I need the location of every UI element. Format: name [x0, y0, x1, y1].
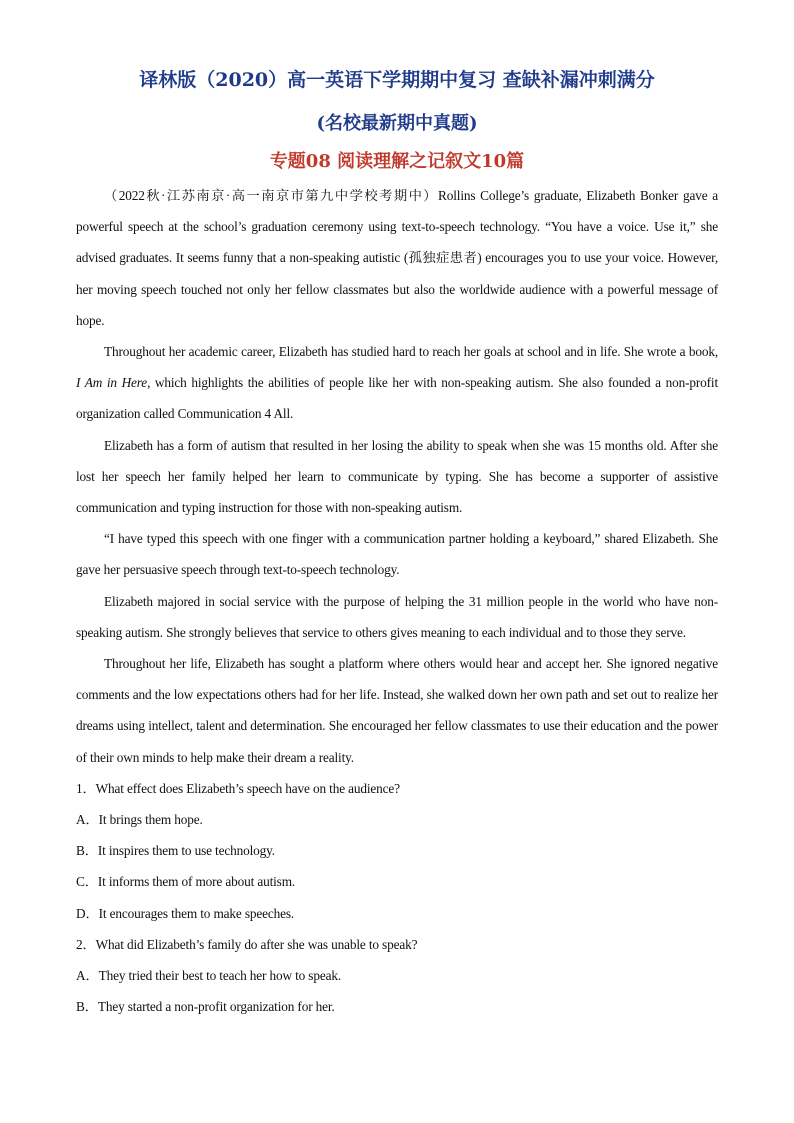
book-title: I Am in Here [76, 375, 148, 391]
question-2-stem: 2．What did Elizabeth’s family do after she was unable to speak? [76, 936, 418, 952]
document-subtitle: (名校最新期中真题) [316, 113, 478, 134]
passage-paragraph-4: “I have typed this speech with one finger with a communication partner holding a keyboard,” shared Elizabeth. She gave her persuasive speech through text-to-speech technology. [76, 531, 718, 578]
passage-paragraph-5: Elizabeth majored in social service with the purpose of helping the 31 million people in the world who have non-speaking autism. She strongly believes that service to others gives meaning to each individual and to those they serve. [76, 593, 718, 640]
question-1-stem: 1．What effect does Elizabeth’s speech have on the audience? [76, 780, 400, 796]
passage-text: Throughout her academic career, Elizabeth has studied hard to reach her goals at school and in life. She wrote a book, [104, 344, 718, 360]
passage-text: Rollins College’s graduate, Elizabeth Bonker gave a powerful speech at the school’s graduation ceremony using text-to-speech technology. “You have a voice. Use it,” she advised graduates. It seems funny that a non-speaking autistic (孤独症患者) encourages you to use your voice. However, her moving speech touched not only her fellow classmates but also the worldwide audience with a powerful message of hope. [76, 188, 718, 328]
passage-paragraph-3: Elizabeth has a form of autism that resulted in her losing the ability to speak when she was 15 months old. After she lost her speech her family helped her learn to communicate by typing. She has become a supporter of assistive communication and typing instruction for those with non-speaking autism. [76, 437, 718, 516]
question-1-option-c: C．It informs them of more about autism. [76, 874, 296, 890]
passage-text: , which highlights the abilities of people like her with non-speaking autism. She also founded a non-profit organization called Communication 4 All. [76, 375, 719, 422]
passage-source: （2022秋·江苏南京·高一南京市第九中学校考期中） [104, 188, 439, 203]
question-1-option-a: A．It brings them hope. [76, 812, 203, 828]
question-2-option-a: A．They tried their best to teach her how to speak. [76, 968, 342, 984]
question-1-option-b: B．It inspires them to use technology. [76, 843, 275, 859]
question-2-option-b: B．They started a non-profit organization for her. [76, 999, 335, 1015]
topic-heading: 专题08 阅读理解之记叙文10篇 [269, 151, 525, 172]
question-1-option-d: D．It encourages them to make speeches. [76, 905, 295, 921]
passage-paragraph-1 [76, 180, 718, 336]
passage-paragraph-2 [76, 336, 718, 430]
passage-paragraph-6: Throughout her life, Elizabeth has sought a platform where others would hear and accept her. She ignored negative comments and the low expectations others had for her life. Instead, she walked down her own path and set out to realize her dreams using intellect, talent and determination. She encouraged her fellow classmates to use their education and the power of their own minds to help make their dream a reality. [76, 656, 718, 765]
document-title: 译林版（2020）高一英语下学期期中复习 查缺补漏冲刺满分 [139, 69, 655, 91]
